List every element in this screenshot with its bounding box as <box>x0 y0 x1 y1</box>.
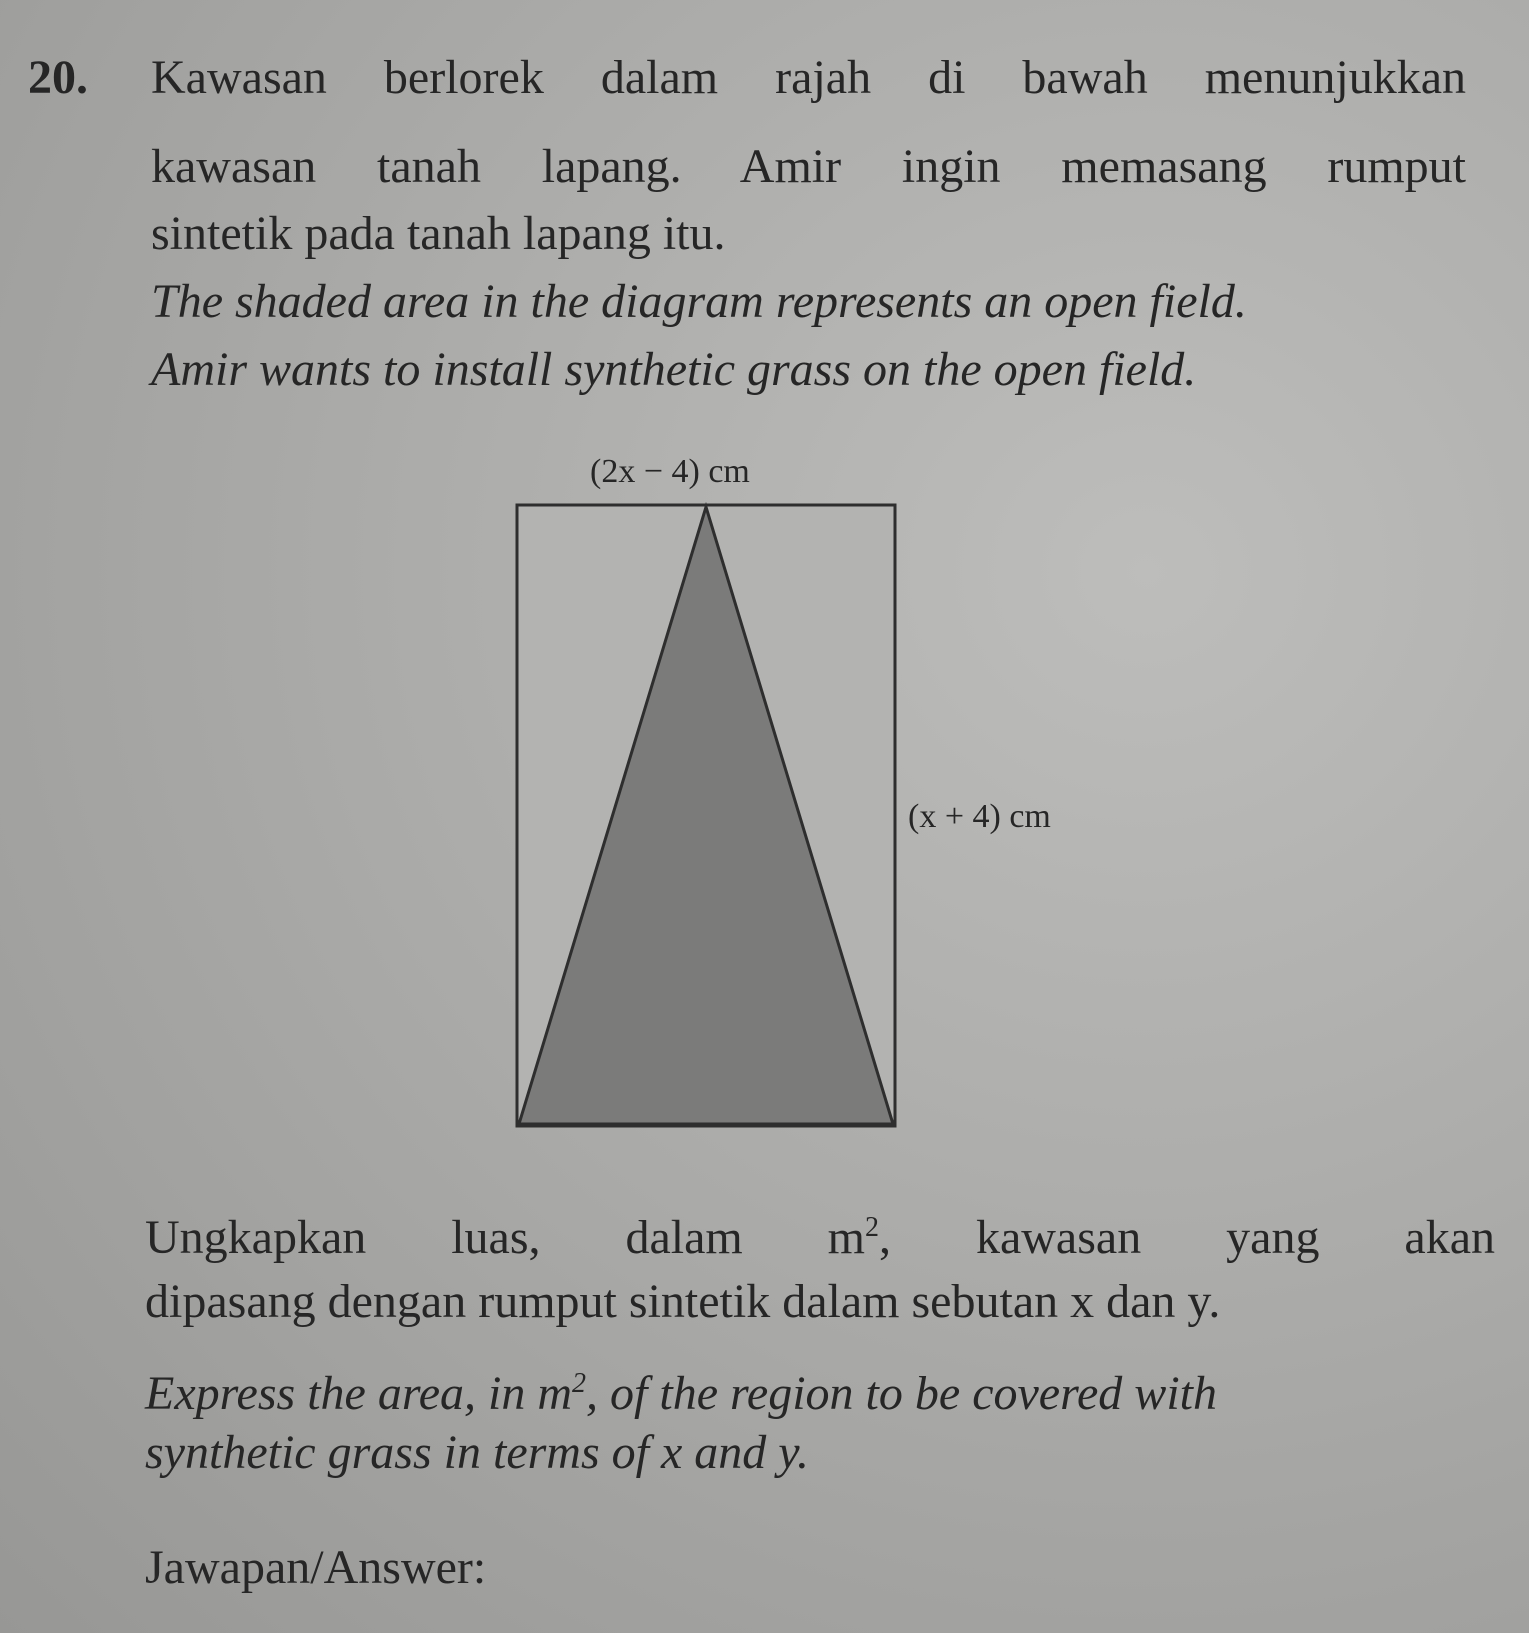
text: , of the region to be covered with <box>586 1367 1217 1420</box>
superscript: 2 <box>572 1368 587 1399</box>
text: , kawasan yang akan <box>879 1211 1495 1264</box>
english-question-line-2: synthetic grass in terms of x and y. <box>145 1426 809 1479</box>
height-label: (x + 4) cm <box>908 798 1051 835</box>
malay-question-line-1 <box>145 1200 1495 1266</box>
english-question-line-1 <box>145 1356 1217 1422</box>
width-label: (2x − 4) cm <box>590 453 750 490</box>
malay-intro-line-2: kawasan tanah lapang. Amir ingin memasang rumput <box>151 140 1466 193</box>
malay-intro-line-1: Kawasan berlorek dalam rajah di bawah menunjukkan <box>151 51 1466 104</box>
english-intro-line-2: Amir wants to install synthetic grass on the open field. <box>151 343 1197 396</box>
question-number: 20. <box>28 51 88 104</box>
english-intro-line-1: The shaded area in the diagram represents an open field. <box>151 275 1247 328</box>
text: Express the area, in m <box>145 1367 573 1420</box>
malay-intro-line-3: sintetik pada tanah lapang itu. <box>151 207 726 260</box>
malay-question-line-2: dipasang dengan rumput sintetik dalam sebutan x dan y. <box>145 1275 1221 1328</box>
text: Ungkapkan luas, dalam m <box>145 1211 866 1264</box>
superscript: 2 <box>865 1212 880 1243</box>
answer-label: Jawapan/Answer: <box>145 1541 487 1594</box>
